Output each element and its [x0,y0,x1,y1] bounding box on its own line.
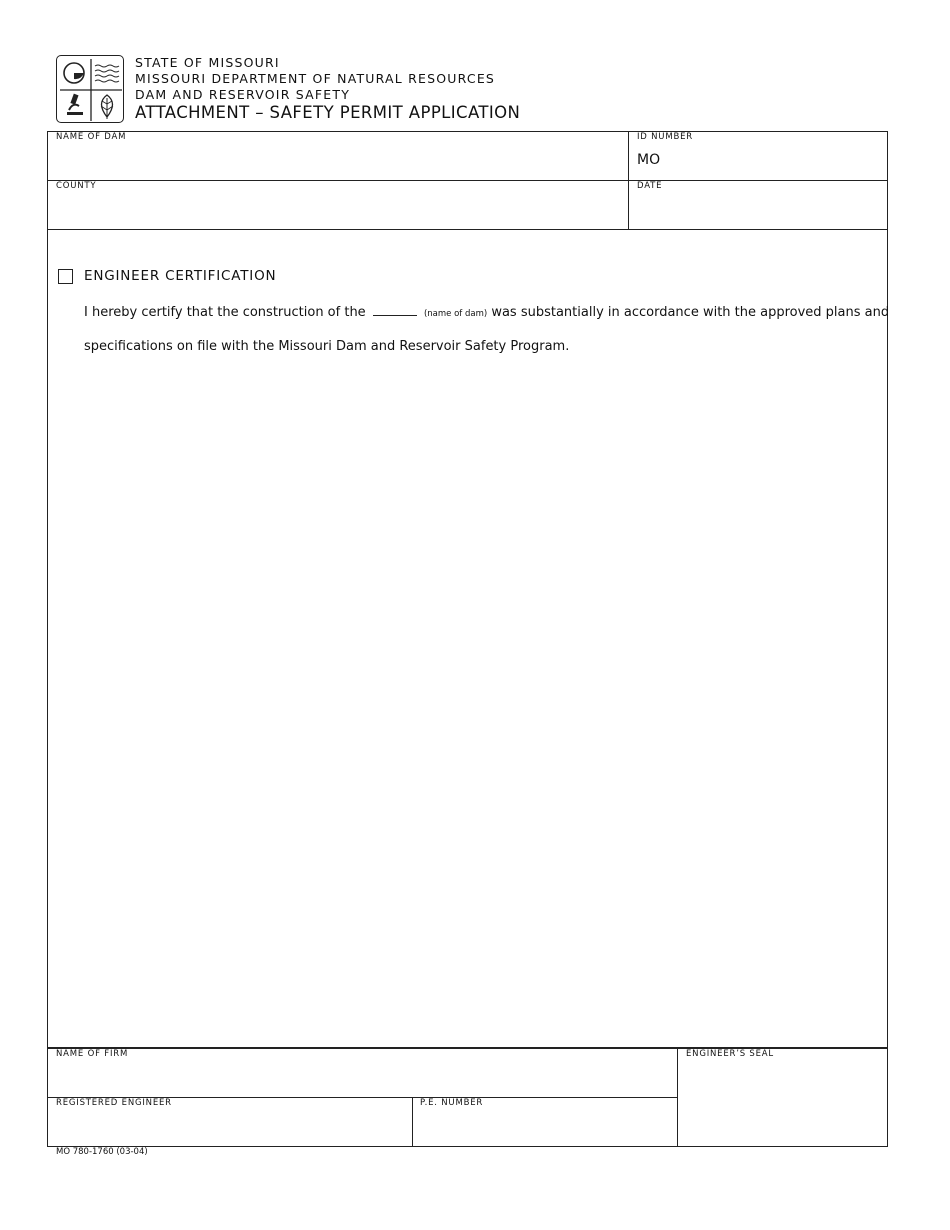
agency-line-program: DAM AND RESERVOIR SAFETY [135,87,351,102]
dam-name-blank [373,304,417,316]
county-field[interactable] [56,200,621,222]
date-label: DATE [637,181,663,191]
certification-text-line-2: specifications on file with the Missouri Dam and Reservoir Safety Program. [84,339,570,354]
certification-text-line-1 [84,304,889,320]
registered-engineer-label: REGISTERED ENGINEER [56,1098,172,1108]
engineers-seal-label: ENGINEER’S SEAL [686,1049,774,1059]
county-label: COUNTY [56,181,97,191]
date-field[interactable] [637,200,882,222]
certification-text-after: was substantially in accordance with the approved plans and [491,305,890,320]
top-table-bottom [47,229,888,230]
dam-name-hint: (name of dam) [423,309,488,319]
form-title: ATTACHMENT – SAFETY PERMIT APPLICATION [135,103,521,122]
engineer-certification-title: ENGINEER CERTIFICATION [84,268,277,284]
engineers-seal-area[interactable] [680,1062,884,1144]
pe-divider [412,1097,413,1147]
name-of-firm-field[interactable] [56,1068,671,1090]
engineer-certification-checkbox[interactable] [58,269,73,284]
certification-text-before: I hereby certify that the construction of the [84,305,366,320]
pe-number-label: P.E. NUMBER [420,1098,484,1108]
top-column-divider [628,131,629,230]
dnr-logo-graphic [57,56,125,124]
top-row-divider [47,180,888,181]
agency-line-state: STATE OF MISSOURI [135,55,280,70]
dnr-logo [56,55,124,123]
agency-line-department: MISSOURI DEPARTMENT OF NATURAL RESOURCES [135,71,496,86]
agency-block [135,55,495,103]
form-code: MO 780-1760 (03-04) [56,1147,148,1157]
id-number-field[interactable]: MO [637,152,661,168]
name-of-dam-field[interactable] [56,152,621,174]
registered-engineer-field[interactable] [56,1117,406,1139]
id-number-label: ID NUMBER [637,132,693,142]
pe-number-field[interactable] [420,1117,670,1139]
name-of-dam-label: NAME OF DAM [56,132,127,142]
name-of-firm-label: NAME OF FIRM [56,1049,129,1059]
